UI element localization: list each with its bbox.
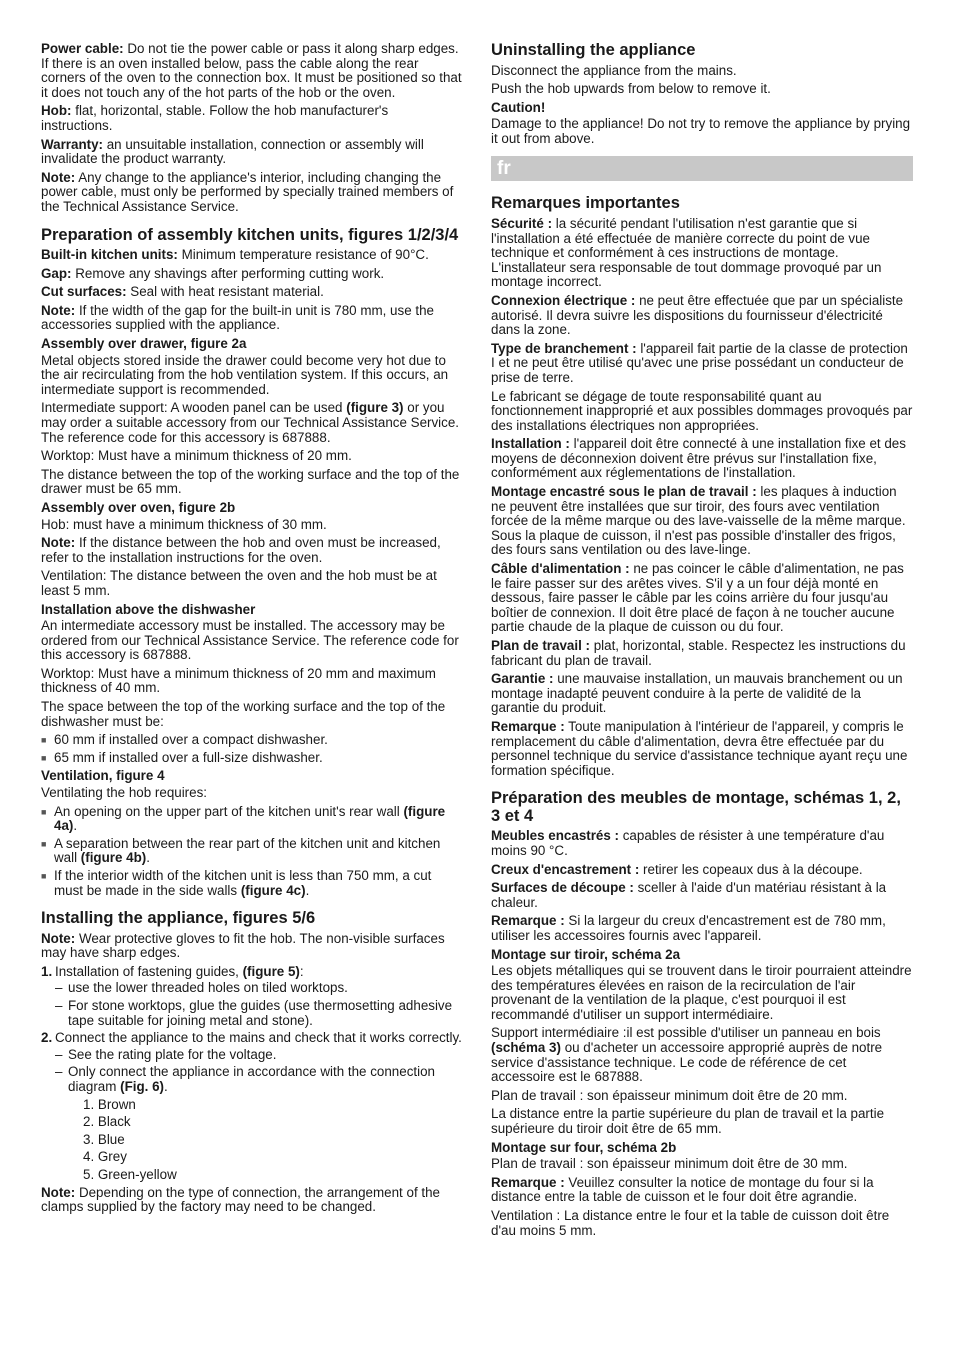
oven-heading: Assembly over oven, figure 2b (41, 499, 236, 515)
label: Cut surfaces: (41, 284, 127, 300)
power-cable-paragraph (41, 42, 463, 100)
text: an unsuitable installation, connection or assembly will invalidate the product warranty. (41, 136, 424, 167)
label: Câble d'alimentation : (491, 561, 630, 577)
figure-ref: (Fig. 6) (120, 1079, 164, 1095)
preparation-heading: Preparation of assembly kitchen units, figures 1/2/3/4 (41, 225, 459, 244)
label: Note: (41, 535, 76, 551)
list-item: 3. Blue (83, 1131, 125, 1147)
label: Hob: (41, 103, 72, 119)
drawer-paragraph: Metal objects stored inside the drawer could become very hot due to the air recirculating from the hob ventilation system. If this occurs, an intermediate support is recommended. (41, 352, 449, 397)
uninstall-paragraph: Disconnect the appliance from the mains. (491, 62, 737, 78)
figure-ref: (figure 4a) (54, 803, 446, 834)
label: Surfaces de découpe : (491, 880, 634, 896)
list-item (41, 805, 463, 834)
label: Gap: (41, 265, 72, 281)
label: Remarque : (491, 1174, 565, 1190)
step-item (41, 1031, 463, 1182)
label: Meubles encastrés : (491, 828, 620, 844)
figure-ref: (figure 3) (346, 400, 404, 416)
label: Garantie : (491, 671, 554, 687)
step-item (41, 965, 463, 1028)
cut-surfaces-paragraph (41, 285, 463, 300)
text: If the width of the gap for the built-in unit is 780 mm, use the accessories supplied with the appliance. (41, 302, 434, 333)
label: Sécurité : (491, 215, 553, 231)
note-paragraph (41, 304, 463, 333)
label: Connexion électrique : (491, 292, 636, 308)
installing-heading: Installing the appliance, figures 5/6 (41, 909, 316, 928)
dash-icon: – (55, 1046, 63, 1062)
label: Remarque : (491, 913, 565, 929)
uninstalling-heading: Uninstalling the appliance (491, 41, 696, 59)
label: Creux d'encastrement : (491, 861, 640, 877)
list-item (55, 1048, 463, 1063)
text: 60 mm if installed over a compact dishwasher. (54, 732, 328, 748)
drawer-paragraph: The distance between the top of the working surface and the top of the drawer must be 65 mm. (41, 466, 460, 497)
text: la sécurité pendant l'utilisation n'est garantie que si l'installation a été effectuée de manière correcte du point de vue technique et conformément à ces instructions de montage. L'installateur sera responsable de tout dommage provoqué par un montage incorrect. (491, 215, 882, 290)
builtin-paragraph (41, 248, 463, 263)
label: Type de branchement : (491, 340, 637, 356)
text: or you may order a suitable accessory from our Technical Assistance Service. The reference code for this accessory is 687888. (41, 400, 460, 445)
dash-icon: – (55, 1064, 63, 1080)
square-bullet-icon: ■ (41, 838, 47, 849)
four-paragraph: Plan de travail : son épaisseur minimum doit être de 30 mm. (491, 1156, 848, 1172)
text: ne pas coincer le câble d'alimentation, ne pas le faire passer sur des arêtes vives. S'il y a un four déjà monté en dessous, faire passer le câble par les coins arrière du four jusqu'au boîtier de connexion. Il doit être placé de façon à ne toucher aucune partie chaude de la plaque de cuisson ou du four. (491, 561, 904, 635)
four-paragraph: Ventilation : La distance entre le four et la table de cuisson doit être d'au moins 5 mm. (491, 1208, 890, 1238)
list-item (41, 733, 463, 748)
text: Si la largeur du creux d'encastrement est de 780 mm, utiliser les accessoires fournis avec l'appareil. (491, 913, 886, 943)
figure-ref: (figure 5) (242, 963, 300, 979)
preparation-fr-heading: Préparation des meubles de montage, schémas 1, 2, 3 et 4 (491, 789, 901, 825)
figure-ref: (schéma 3) (491, 1040, 561, 1056)
text: retirer les copeaux dus à la découpe. (639, 861, 863, 877)
list-item: 5. Green-yellow (83, 1167, 177, 1182)
tiroir-heading: Montage sur tiroir, schéma 2a (491, 946, 681, 962)
square-bullet-icon: ■ (41, 735, 47, 746)
list-item (55, 999, 463, 1028)
dishwasher-paragraph: An intermediate accessory must be installed. The accessory may be ordered from our Technical Assistance Service. The reference code for this accessory is 687888. (41, 618, 459, 663)
ventilation-heading: Ventilation, figure 4 (41, 768, 165, 784)
text: : (299, 963, 304, 979)
remarques-heading: Remarques importantes (491, 194, 680, 213)
list-item (41, 751, 463, 766)
step-number: 1. (41, 963, 53, 979)
installation-paragraph (491, 437, 913, 481)
text: les plaques à induction ne peuvent être installées que sur tiroir, des fours avec ventilation forcée de la même marque ou des lave-vaisselle de la même marque. Sous la plaque de cuisson, il n'est pas possible d'installer des frigos, des fours sans ventilation ou des lave-linge. (491, 484, 906, 558)
list-item (55, 1065, 463, 1094)
text: Installation of fastening guides, (55, 963, 243, 979)
drawer-paragraph: Worktop: Must have a minimum thickness of 20 mm. (41, 448, 352, 464)
list-item: 2. Black (83, 1114, 131, 1130)
dishwasher-heading: Installation above the dishwasher (41, 601, 256, 617)
left-column (41, 42, 463, 1219)
installation-steps (41, 965, 463, 1183)
tiroir-paragraph: Plan de travail : son épaisseur minimum doit être de 20 mm. (491, 1087, 848, 1103)
text: Connect the appliance to the mains and check that it works correctly. (55, 1030, 462, 1046)
remarque-paragraph (491, 914, 913, 943)
dishwasher-paragraph: The space between the top of the working surface and the top of the dishwasher must be: (41, 699, 446, 729)
text: . (73, 818, 78, 834)
text: Veuillez consulter la notice de montage du four si la distance entre la table de cuisson et le four doit être agrandie. (491, 1174, 874, 1205)
text: See the rating plate for the voltage. (68, 1046, 277, 1062)
text: Wear protective gloves to fit the hob. The non-visible surfaces may have sharp edges. (41, 930, 445, 961)
fabricant-paragraph: Le fabricant se dégage de toute responsabilité quant au fonctionnement inapproprié et aux possibles dommages provoqués par des installations électriques non appropriées. (491, 388, 913, 433)
caution-paragraph: Damage to the appliance! Do not try to remove the appliance by prying it out from above. (491, 116, 911, 146)
dash-list (55, 1048, 463, 1095)
text: If the distance between the hob and oven must be increased, refer to the installation instructions for the oven. (41, 535, 441, 565)
text: If the interior width of the kitchen unit is less than 750 mm, a cut must be made in the side walls (54, 868, 432, 898)
dash-icon: – (55, 998, 63, 1014)
text: A separation between the rear part of the kitchen unit and kitchen wall (54, 835, 441, 866)
garantie-paragraph (491, 672, 913, 716)
list-item (41, 837, 463, 866)
dash-list (55, 981, 463, 1028)
text: plat, horizontal, stable. Respectez les instructions du fabricant du plan de travail. (491, 638, 906, 668)
note-paragraph (41, 932, 463, 961)
label: Note: (41, 930, 76, 946)
tiroir-paragraph (491, 1026, 913, 1084)
text: Intermediate support: A wooden panel can be used (41, 400, 347, 416)
text: An opening on the upper part of the kitchen unit's rear wall (54, 803, 404, 819)
text: flat, horizontal, stable. Follow the hob manufacturer's instructions. (41, 103, 389, 133)
text: Depending on the type of connection, the arrangement of the clamps supplied by the factory may need to be changed. (41, 1184, 440, 1215)
figure-ref: (figure 4c) (240, 882, 306, 898)
dishwasher-list (41, 733, 463, 765)
label: Note: (41, 1184, 76, 1200)
step-number: 2. (41, 1030, 53, 1046)
securite-paragraph (491, 217, 913, 290)
uninstall-paragraph: Push the hob upwards from below to remove it. (491, 81, 771, 97)
text: l'appareil fait partie de la classe de protection I et ne peut être utilisé qu'avec une prise possédant un conducteur de prise de terre. (491, 340, 908, 385)
text: 65 mm if installed over a full-size dishwasher. (54, 749, 323, 765)
text: ou d'acheter un accessoire approprié auprès de notre service d'assistance technique. Le code de référence de cet accessoire est le 687888. (491, 1040, 883, 1085)
label: Power cable: (41, 41, 124, 56)
remarque-paragraph (491, 720, 913, 778)
square-bullet-icon: ■ (41, 806, 47, 817)
note-paragraph (41, 536, 463, 565)
text: capables de résister à une température d'au moins 90 °C. (491, 828, 885, 858)
list-item (55, 981, 463, 996)
warranty-paragraph (41, 138, 463, 167)
label: Note: (41, 302, 76, 318)
meubles-paragraph (491, 829, 913, 858)
remarque-paragraph (491, 1176, 913, 1205)
text: Only connect the appliance in accordance with the connection diagram (68, 1064, 435, 1095)
list-item (41, 869, 463, 898)
oven-paragraph: Hob: must have a minimum thickness of 30 mm. (41, 516, 327, 532)
cable-paragraph (491, 562, 913, 635)
list-item: 4. Grey (83, 1149, 127, 1165)
text: Do not tie the power cable or pass it along sharp edges. If there is an oven installed below, pass the cable along the rear corners of the oven to the connection box. It must be positioned so that it does not touch any of the hot parts of the hob or the oven. (41, 41, 462, 100)
note-paragraph (41, 171, 463, 215)
caution-heading: Caution! (491, 99, 546, 115)
square-bullet-icon: ■ (41, 871, 47, 881)
square-bullet-icon: ■ (41, 752, 47, 763)
text: Remove any shavings after performing cutting work. (71, 265, 385, 281)
right-column (491, 42, 913, 1242)
plan-paragraph (491, 639, 913, 668)
connexion-paragraph (491, 294, 913, 338)
label: Remarque : (491, 718, 565, 734)
label: Installation : (491, 436, 570, 452)
text: une mauvaise installation, un mauvais branchement ou un montage inadapté peuvent conduire à la perte de validité de la garantie du produit. (491, 671, 903, 716)
text: . (146, 850, 150, 866)
dishwasher-paragraph: Worktop: Must have a minimum thickness of 20 mm and maximum thickness of 40 mm. (41, 665, 436, 696)
drawer-paragraph (41, 401, 463, 445)
text: . (305, 882, 310, 898)
text: Support intermédiaire :il est possible d'utiliser un panneau en bois (491, 1025, 881, 1041)
list-item: 1. Brown (83, 1096, 136, 1112)
label: Built-in kitchen units: (41, 247, 178, 263)
dash-icon: – (55, 980, 63, 996)
label: Note: (41, 169, 76, 185)
text: ne peut être effectuée que par un spécialiste autorisé. Il devra suivre les dispositions du fournisseur d'électricité dans la zone. (491, 292, 904, 338)
text: Any change to the appliance's interior, including changing the power cable, must only be performed by specially trained members of the Technical Assistance Service. (41, 169, 454, 214)
four-heading: Montage sur four, schéma 2b (491, 1139, 677, 1155)
label: Warranty: (41, 136, 104, 152)
text: Minimum temperature resistance of 90°C. (177, 247, 429, 263)
type-paragraph (491, 342, 913, 386)
drawer-heading: Assembly over drawer, figure 2a (41, 336, 247, 351)
label: Plan de travail : (491, 638, 590, 653)
text: For stone worktops, glue the guides (use thermosetting adhesive tape suitable for joining metal and stone). (68, 998, 453, 1028)
montage-paragraph (491, 485, 913, 558)
text: . (164, 1079, 168, 1095)
figure-ref: (figure 4b) (80, 850, 147, 866)
hob-paragraph (41, 104, 463, 133)
text: Seal with heat resistant material. (126, 284, 324, 300)
text: sceller à l'aide d'un matériau résistant à la chaleur. (491, 880, 887, 910)
text: Toute manipulation à l'intérieur de l'appareil, y compris le remplacement du câble d'alimentation, devra être effectuée par du personnel technique du service d'assistance technique ayant reçu une formation spécifique. (491, 718, 908, 778)
ventilation-list (41, 805, 463, 899)
ventilation-paragraph: Ventilating the hob requires: (41, 785, 208, 801)
language-bar-fr: fr (491, 156, 913, 181)
surfaces-paragraph (491, 881, 913, 910)
text: use the lower threaded holes on tiled worktops. (68, 980, 348, 996)
tiroir-paragraph: Les objets métalliques qui se trouvent dans le tiroir pourraient atteindre des températures élevées en raison de la recirculation de l'air provenant de la ventilation de la plaque, c'est pourquoi il est recommandé d'utiliser un support intermédiaire. (491, 963, 912, 1022)
creux-paragraph (491, 863, 913, 878)
wire-colors-list (55, 1098, 463, 1183)
note-paragraph (41, 1186, 463, 1215)
tiroir-paragraph: La distance entre la partie supérieure du plan de travail et la partie supérieure du tiroir doit être de 65 mm. (491, 1106, 885, 1137)
oven-paragraph: Ventilation: The distance between the oven and the hob must be at least 5 mm. (41, 568, 437, 598)
text: l'appareil doit être connecté à une installation fixe et des moyens de déconnexion doivent être prévus sur l'installation fixe, conformément aux réglementations de l'installation. (491, 436, 906, 481)
gap-paragraph (41, 267, 463, 282)
label: Montage encastré sous le plan de travail : (491, 484, 757, 500)
